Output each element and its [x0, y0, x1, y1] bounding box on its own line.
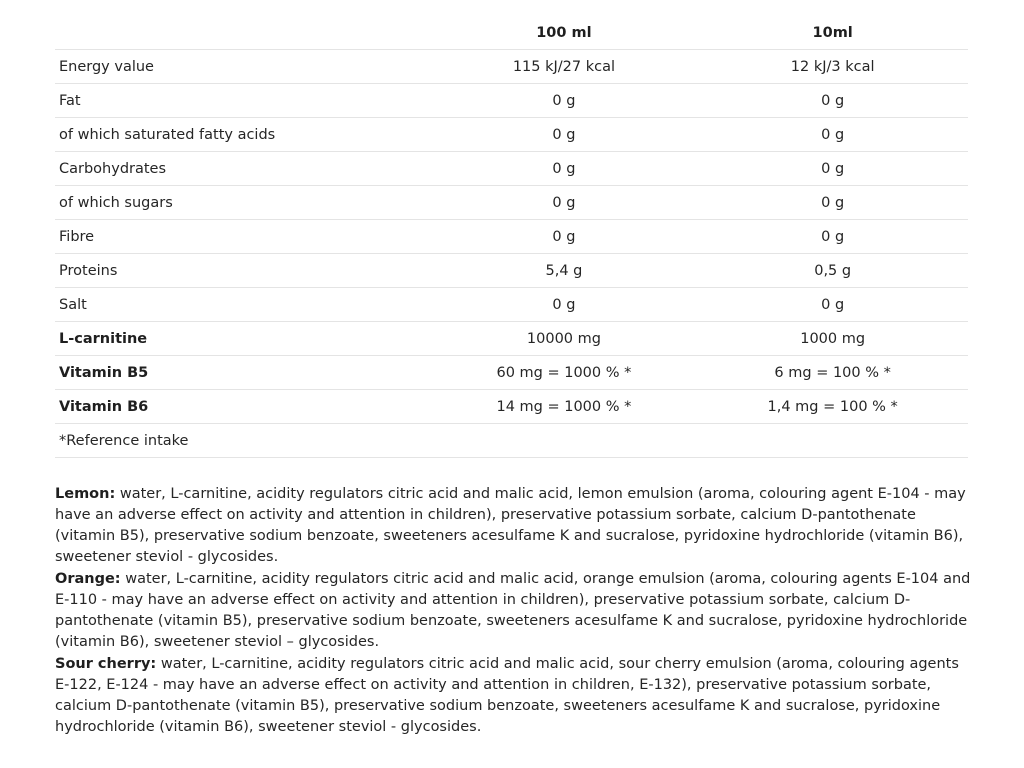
nutrient-label: Vitamin B5 — [55, 356, 431, 390]
nutrient-label: L-carnitine — [55, 322, 431, 356]
value-100ml: 115 kJ/27 kcal — [431, 50, 698, 84]
ingredients-orange — [55, 569, 975, 653]
header-10ml: 10ml — [697, 16, 968, 50]
value-100ml: 0 g — [431, 220, 698, 254]
value-100ml: 0 g — [431, 152, 698, 186]
table-row — [55, 288, 968, 322]
nutrient-label: Salt — [55, 288, 431, 322]
ingredients-sour-cherry — [55, 654, 975, 738]
table-row — [55, 356, 968, 390]
nutrient-label: of which sugars — [55, 186, 431, 220]
value-10ml: 0 g — [697, 84, 968, 118]
value-100ml: 0 g — [431, 84, 698, 118]
value-100ml: 0 g — [431, 288, 698, 322]
reference-intake-note: *Reference intake — [55, 424, 431, 458]
header-100ml: 100 ml — [431, 16, 698, 50]
flavor-name: Orange: — [55, 571, 121, 587]
table-row — [55, 424, 968, 458]
nutrient-label: Proteins — [55, 254, 431, 288]
table-row — [55, 390, 968, 424]
ingredients-text: water, L-carnitine, acidity regulators citric acid and malic acid, orange emulsion (aroma, colouring agents E-104 and E-110 - may have an adverse effect on activity and attention in children), preservative potassium sorbate, calcium D-pantothenate (vitamin B5), preservative sodium benzoate, sweeteners acesulfame K and sucralose, pyridoxine hydrochloride (vitamin B6), sweetener steviol – glycosides. — [55, 571, 971, 650]
table-row — [55, 118, 968, 152]
value-10ml: 0 g — [697, 186, 968, 220]
value-10ml: 12 kJ/3 kcal — [697, 50, 968, 84]
table-row — [55, 254, 968, 288]
value-10ml: 0 g — [697, 288, 968, 322]
table-row — [55, 84, 968, 118]
table-row — [55, 152, 968, 186]
table-row — [55, 220, 968, 254]
value-100ml: 60 mg = 1000 % * — [431, 356, 698, 390]
nutrient-label: Carbohydrates — [55, 152, 431, 186]
value-10ml: 0 g — [697, 220, 968, 254]
value-100ml: 14 mg = 1000 % * — [431, 390, 698, 424]
value-10ml: 0 g — [697, 118, 968, 152]
ingredients-text: water, L-carnitine, acidity regulators citric acid and malic acid, lemon emulsion (aroma, colouring agent E-104 - may have an adverse effect on activity and attention in children), preservative potassium sorbate, calcium D-pantothenate (vitamin B5), preservative sodium benzoate, sweeteners acesulfame K and sucralose, pyridoxine hydrochloride (vitamin B6), sweetener steviol - glycosides. — [55, 486, 966, 565]
table-row — [55, 322, 968, 356]
nutrient-label: Energy value — [55, 50, 431, 84]
ingredients-lemon — [55, 484, 975, 568]
flavor-name: Sour cherry: — [55, 656, 157, 672]
value-10ml: 0,5 g — [697, 254, 968, 288]
value-100ml: 0 g — [431, 186, 698, 220]
value-10ml: 0 g — [697, 152, 968, 186]
value-100ml: 0 g — [431, 118, 698, 152]
value-100ml — [431, 424, 698, 458]
table-header-row — [55, 16, 968, 50]
value-10ml: 6 mg = 100 % * — [697, 356, 968, 390]
ingredients-text: water, L-carnitine, acidity regulators citric acid and malic acid, sour cherry emulsion (aroma, colouring agents E-122, E-124 - may have an adverse effect on activity and attention in children, E-132), preservative potassium sorbate, calcium D-pantothenate (vitamin B5), preservative sodium benzoate, sweeteners acesulfame K and sucralose, pyridoxine hydrochloride (vitamin B6), sweetener steviol - glycosides. — [55, 656, 959, 735]
ingredients-section — [55, 484, 975, 739]
nutrition-table — [55, 16, 968, 458]
nutrient-label: Vitamin B6 — [55, 390, 431, 424]
value-100ml: 5,4 g — [431, 254, 698, 288]
table-row — [55, 50, 968, 84]
value-10ml: 1,4 mg = 100 % * — [697, 390, 968, 424]
table-row — [55, 186, 968, 220]
header-label — [55, 16, 431, 50]
flavor-name: Lemon: — [55, 486, 116, 502]
nutrient-label: Fat — [55, 84, 431, 118]
value-10ml: 1000 mg — [697, 322, 968, 356]
nutrient-label: Fibre — [55, 220, 431, 254]
nutrient-label: of which saturated fatty acids — [55, 118, 431, 152]
value-10ml — [697, 424, 968, 458]
value-100ml: 10000 mg — [431, 322, 698, 356]
